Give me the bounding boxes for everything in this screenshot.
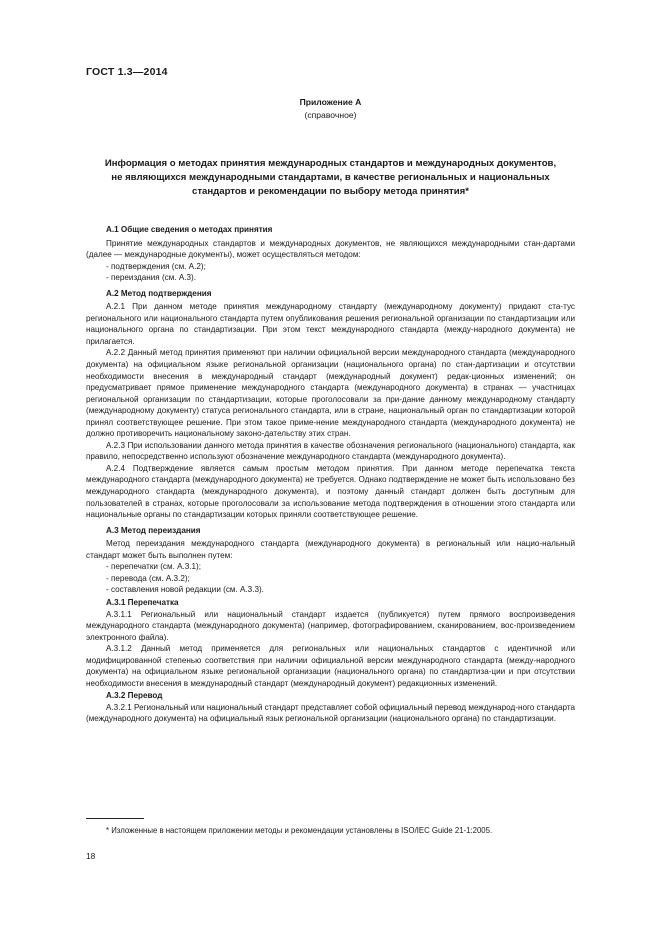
subsection-heading-a31: А.3.1 Перепечатка [106,597,179,607]
annex-title-line: Информация о методах принятия международных стандартов и международных документов, [104,158,557,169]
paragraph: Принятие международных стандартов и международных документов, не являющихся международными стан-дартами (далее — международные документы), может осуществляться методом: [86,238,575,260]
section-heading-a2: А.2 Метод подтверждения [106,288,212,298]
document-body [86,220,575,725]
footnote-divider [86,818,144,819]
annex-kind: (справочное) [304,110,357,120]
list-item: - подтверждения (см. А.2); [106,261,206,271]
annex-heading [86,96,575,122]
subsection-heading-a32: А.3.2 Перевод [106,691,163,701]
annex-title [76,157,585,199]
paragraph: А.3.1.2 Данный метод применяется для региональных или национальных стандартов с идентичной или модифицированной степенью соответствия при наличии официальной версии международного стандарта (между-народного документа) на официальном языке региональной организации (национального органа) по стандартиза-ции и при отсутствии необходимости внесения в международный стандарт (международный документ) редакционных изменений. [86,644,575,688]
list-item: - составления новой редакции (см. А.3.3). [106,585,264,595]
annex-label: Приложение А [299,97,362,107]
section-heading-a1: А.1 Общие сведения о методах принятия [106,225,273,234]
annex-title-line: не являющихся международными стандартами, в качестве региональных и национальных [111,172,550,183]
list-item: - перевода (см. А.3.2); [106,573,190,583]
list-item: - переиздания (см. А.3). [106,273,196,283]
document-header: ГОСТ 1.3—2014 [86,66,168,78]
annex-title-line: стандартов и рекомендации по выбору метода принятия* [191,186,469,197]
paragraph: Метод переиздания международного стандарта (международного документа) в региональный или нацио-нальный стандарт может быть выполнен путем: [86,539,575,560]
paragraph: А.3.2.1 Региональный или национальный стандарт представляет собой официальный перевод международ-ного стандарта (международного документа) на официальный язык региональной организации (национального органа) по стандартизации. [86,702,575,724]
paragraph: А.2.2 Данный метод принятия применяют при наличии официальной версии международного стандарта (международного документа) на официальном языке региональной организации (национального органа) по стан-дартизации и отсутствии необходимости внесения в международный стандарт (международный документ) редак-ционных изменений; он предусматривает прямое применение международного стандарта (международного документа) в странах — участницах региональной организации по стандартизации, которые проголосовали за при-дание данному международному стандарту (международному документу) статуса регионального стандарта, или в стране, национальный орган по стандартизации которой принял соответствующее решение. При этом такое приме-нение международного стандарта (международного документа) не должно противоречить национальному законо-дательству этих стран. [86,348,575,439]
section-heading-a3: А.3 Метод переиздания [106,525,201,535]
footnote: * Изложенные в настоящем приложении методы и рекомендации установлены в ISO/IEC Guide 21-1:2005. [106,826,493,835]
list-item: - перепечатки (см. А.3.1); [106,562,202,572]
paragraph: А.2.4 Подтверждение является самым простым методом принятия. При данном методе перепечатка текста международного стандарта (международного документа) не требуется. Однако подтверждение не может быть использовано без международного стандарта (международного документа), и поэтому данный стандарт должен быть доступным для пользователей в странах, которые проголосовали за использование метода подтверждения в отношении этого стандарта или национальные органы по стандартизации которых приняли соответствующее решение. [86,463,575,520]
paragraph: А.2.1 При данном методе принятия международному стандарту (международному документу) придают ста-тус регионального или национального стандарта путем опубликования решения региональной организации по стандартизации или национального органа по стандартизации. При этом текст международного стандарта (между-народного документа) не прилагается. [86,302,575,346]
paragraph: А.2.3 При использовании данного метода принятия в качестве обозначения регионального (национального) стандарта, как правило, непосредственно используют обозначение международного стандарта (международного документа). [86,440,575,462]
paragraph: А.3.1.1 Региональный или национальный стандарт издается (публикуется) путем прямого воспроизведения международного стандарта (международного документа) (например, фотографированием, сканированием, вос-произведением электронного файла). [86,609,575,642]
page-number: 18 [86,851,96,861]
